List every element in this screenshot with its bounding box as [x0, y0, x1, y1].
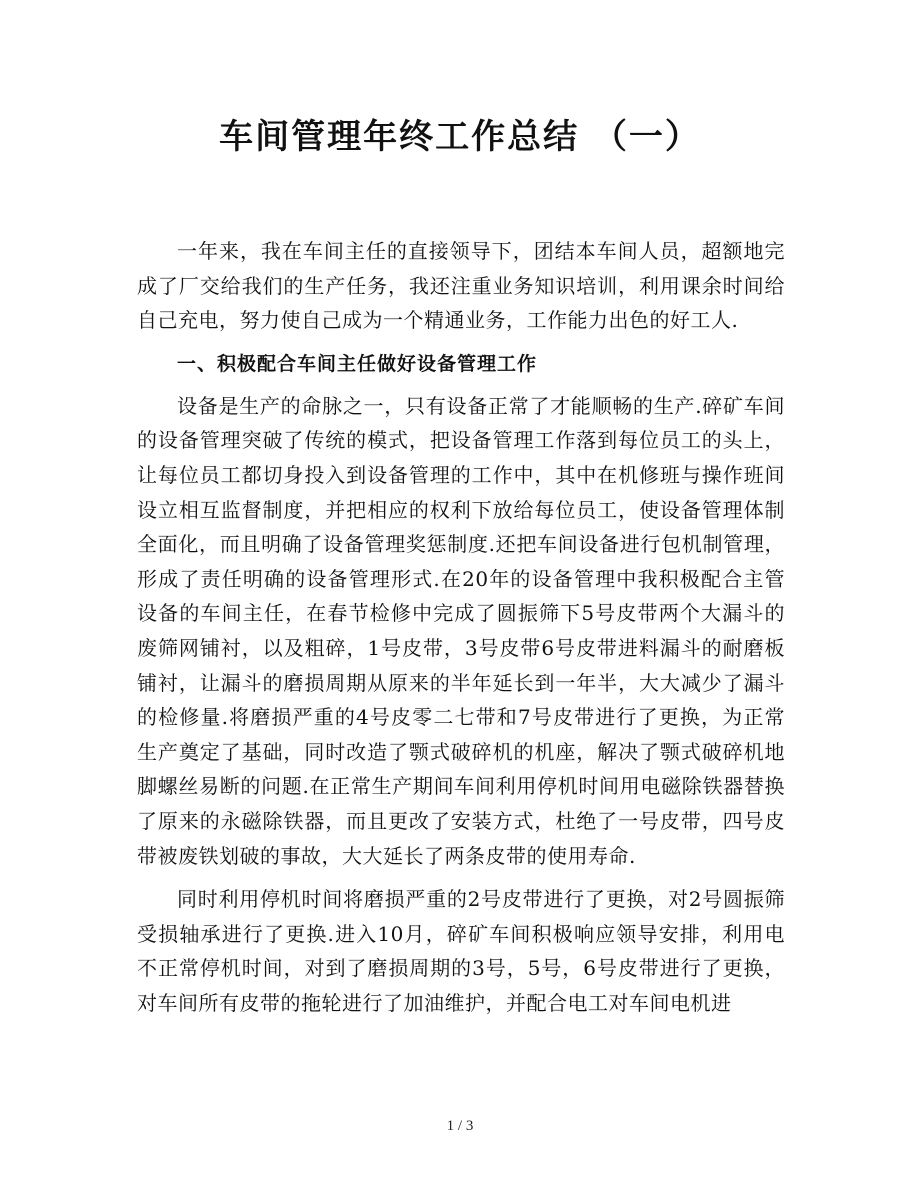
document-body [137, 234, 785, 1029]
paragraph-maintenance: 同时利用停机时间将磨损严重的2号皮带进行了更换，对2号圆振筛受损轴承进行了更换.进入10月，碎矿车间积极响应领导安排，利用电不正常停机时间，对到了磨损周期的3号，5号，6号皮带进行了更换，对车间所有皮带的拖轮进行了加油维护，并配合电工对车间电机进 [137, 887, 785, 1015]
paragraph-intro: 一年来，我在车间主任的直接领导下，团结本车间人员，超额地完成了厂交给我们的生产任务，我还注重业务知识培训，利用课余时间给自己充电，努力使自己成为一个精通业务，工作能力出色的好工人. [137, 239, 785, 333]
paragraph-equipment: 设备是生产的命脉之一，只有设备正常了才能顺畅的生产.碎矿车间的设备管理突破了传统的模式，把设备管理工作落到每位员工的头上，让每位员工都切身投入到设备管理的工作中，其中在机修班与操作班间设立相互监督制度，并把相应的权利下放给每位员工，使设备管理体制全面化，而且明确了设备管理奖惩制度.还把车间设备进行包机制管理，形成了责任明确的设备管理形式.在20年的设备管理中我积极配合主管设备的车间主任，在春节检修中完成了圆振筛下5号皮带两个大漏斗的废筛网铺衬，以及粗碎，1号皮带，3号皮带6号皮带进料漏斗的耐磨板铺衬，让漏斗的磨损周期从原来的半年延长到一年半，大大减少了漏斗的检修量.将磨损严重的4号皮零二七带和7号皮带进行了更换，为正常生产奠定了基础，同时改造了颚式破碎机的机座，解决了颚式破碎机地脚螺丝易断的问题.在正常生产期间车间利用停机时间用电磁除铁器替换了原来的永磁除铁器，而且更改了安装方式，杜绝了一号皮带，四号皮带被废铁划破的事故，大大延长了两条皮带的使用寿命. [137, 393, 785, 868]
page-number: 1 / 3 [446, 1118, 474, 1134]
document-title: 车间管理年终工作总结 （一） [219, 117, 701, 157]
section-heading-1: 一、积极配合车间主任做好设备管理工作 [177, 352, 538, 375]
